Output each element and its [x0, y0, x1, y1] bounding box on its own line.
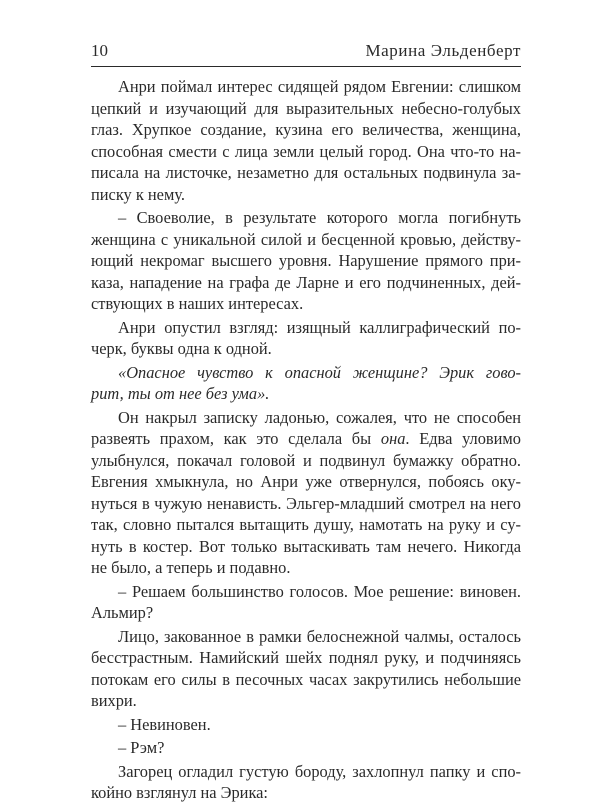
header-divider	[91, 66, 521, 67]
text-line: Загорец огладил густую бороду, захлопнул папку и спо-	[118, 761, 521, 781]
text-line: – Решаем большинство голосов. Мое решение: виновен.	[118, 581, 521, 601]
text-line: рит, ты от нее без ума».	[91, 384, 270, 403]
text-line: развеять прахом, как это сделала бы она. Едва уловимо	[91, 429, 521, 448]
text-line: способная смести с лица земли целый город. Она что-то на-	[91, 141, 521, 161]
text-line: Евгения хмыкнула, но Анри уже отвернулся, побоясь оку-	[91, 472, 521, 491]
text-line: так, словно пытался вытащить душу, намотать на руку и су-	[91, 515, 521, 534]
text-line: цепкий и изучающий для выразительных небесно-голубых	[91, 98, 521, 118]
text-line: нуться в чужую ненависть. Эльгер-младший смотрел на него	[91, 493, 521, 513]
text-line: вихри.	[91, 691, 137, 710]
text-line: ствующих в наших интересах.	[91, 294, 304, 313]
text-line: не было, а теперь и подавно.	[91, 558, 291, 577]
text-line: черк, буквы одна к одной.	[91, 339, 272, 358]
text-line: – Рэм?	[118, 738, 165, 757]
text-line: – Своеволие, в результате которого могла погибнуть	[118, 208, 521, 227]
page-header	[91, 40, 521, 64]
text-line: – Невиновен.	[118, 714, 211, 734]
text-line: «Опасное чувство к опасной женщине? Эрик гово-	[118, 362, 521, 382]
text-line: Лицо, закованное в рамки белоснежной чалмы, осталось	[118, 626, 521, 646]
text-line: потокам его силы в песочных часах закрутились небольшие	[91, 669, 521, 689]
text-line: Он накрыл записку ладонью, сожалея, что не способен	[118, 407, 521, 427]
page-number: 10	[91, 41, 108, 60]
text-line: ющий некромаг высшего уровня. Нарушение прямого при-	[91, 251, 521, 270]
text-line: глаз. Хрупкое создание, кузина его величества, женщина,	[91, 120, 521, 139]
text-line: писку к нему.	[91, 184, 185, 204]
text-line: каза, нападение на графа де Ларне и его подчиненных, дей-	[91, 272, 521, 292]
emphasis: она	[380, 429, 406, 448]
running-title-author: Марина Эльденберт	[365, 41, 521, 60]
text-line: Анри опустил взгляд: изящный каллиграфический по-	[118, 317, 521, 337]
text-line: койно взглянул на Эрика:	[91, 783, 268, 802]
body-text	[91, 76, 521, 804]
text-line: Анри поймал интерес сидящей рядом Евгении: слишком	[118, 77, 521, 96]
text-line: Альмир?	[91, 603, 154, 622]
text-line: женщина с уникальной силой и бесценной кровью, действу-	[91, 229, 521, 249]
text-line: улыбнулся, покачал головой и подвинул бумажку обратно.	[91, 450, 521, 470]
text-line: бесстрастным. Намийский шейх поднял руку, и подчиняясь	[91, 648, 521, 667]
text-line: нуть в костер. Вот только вытаскивать там нечего. Никогда	[91, 536, 521, 556]
text-line: писала на листочке, незаметно для остальных подвинула за-	[91, 163, 521, 182]
